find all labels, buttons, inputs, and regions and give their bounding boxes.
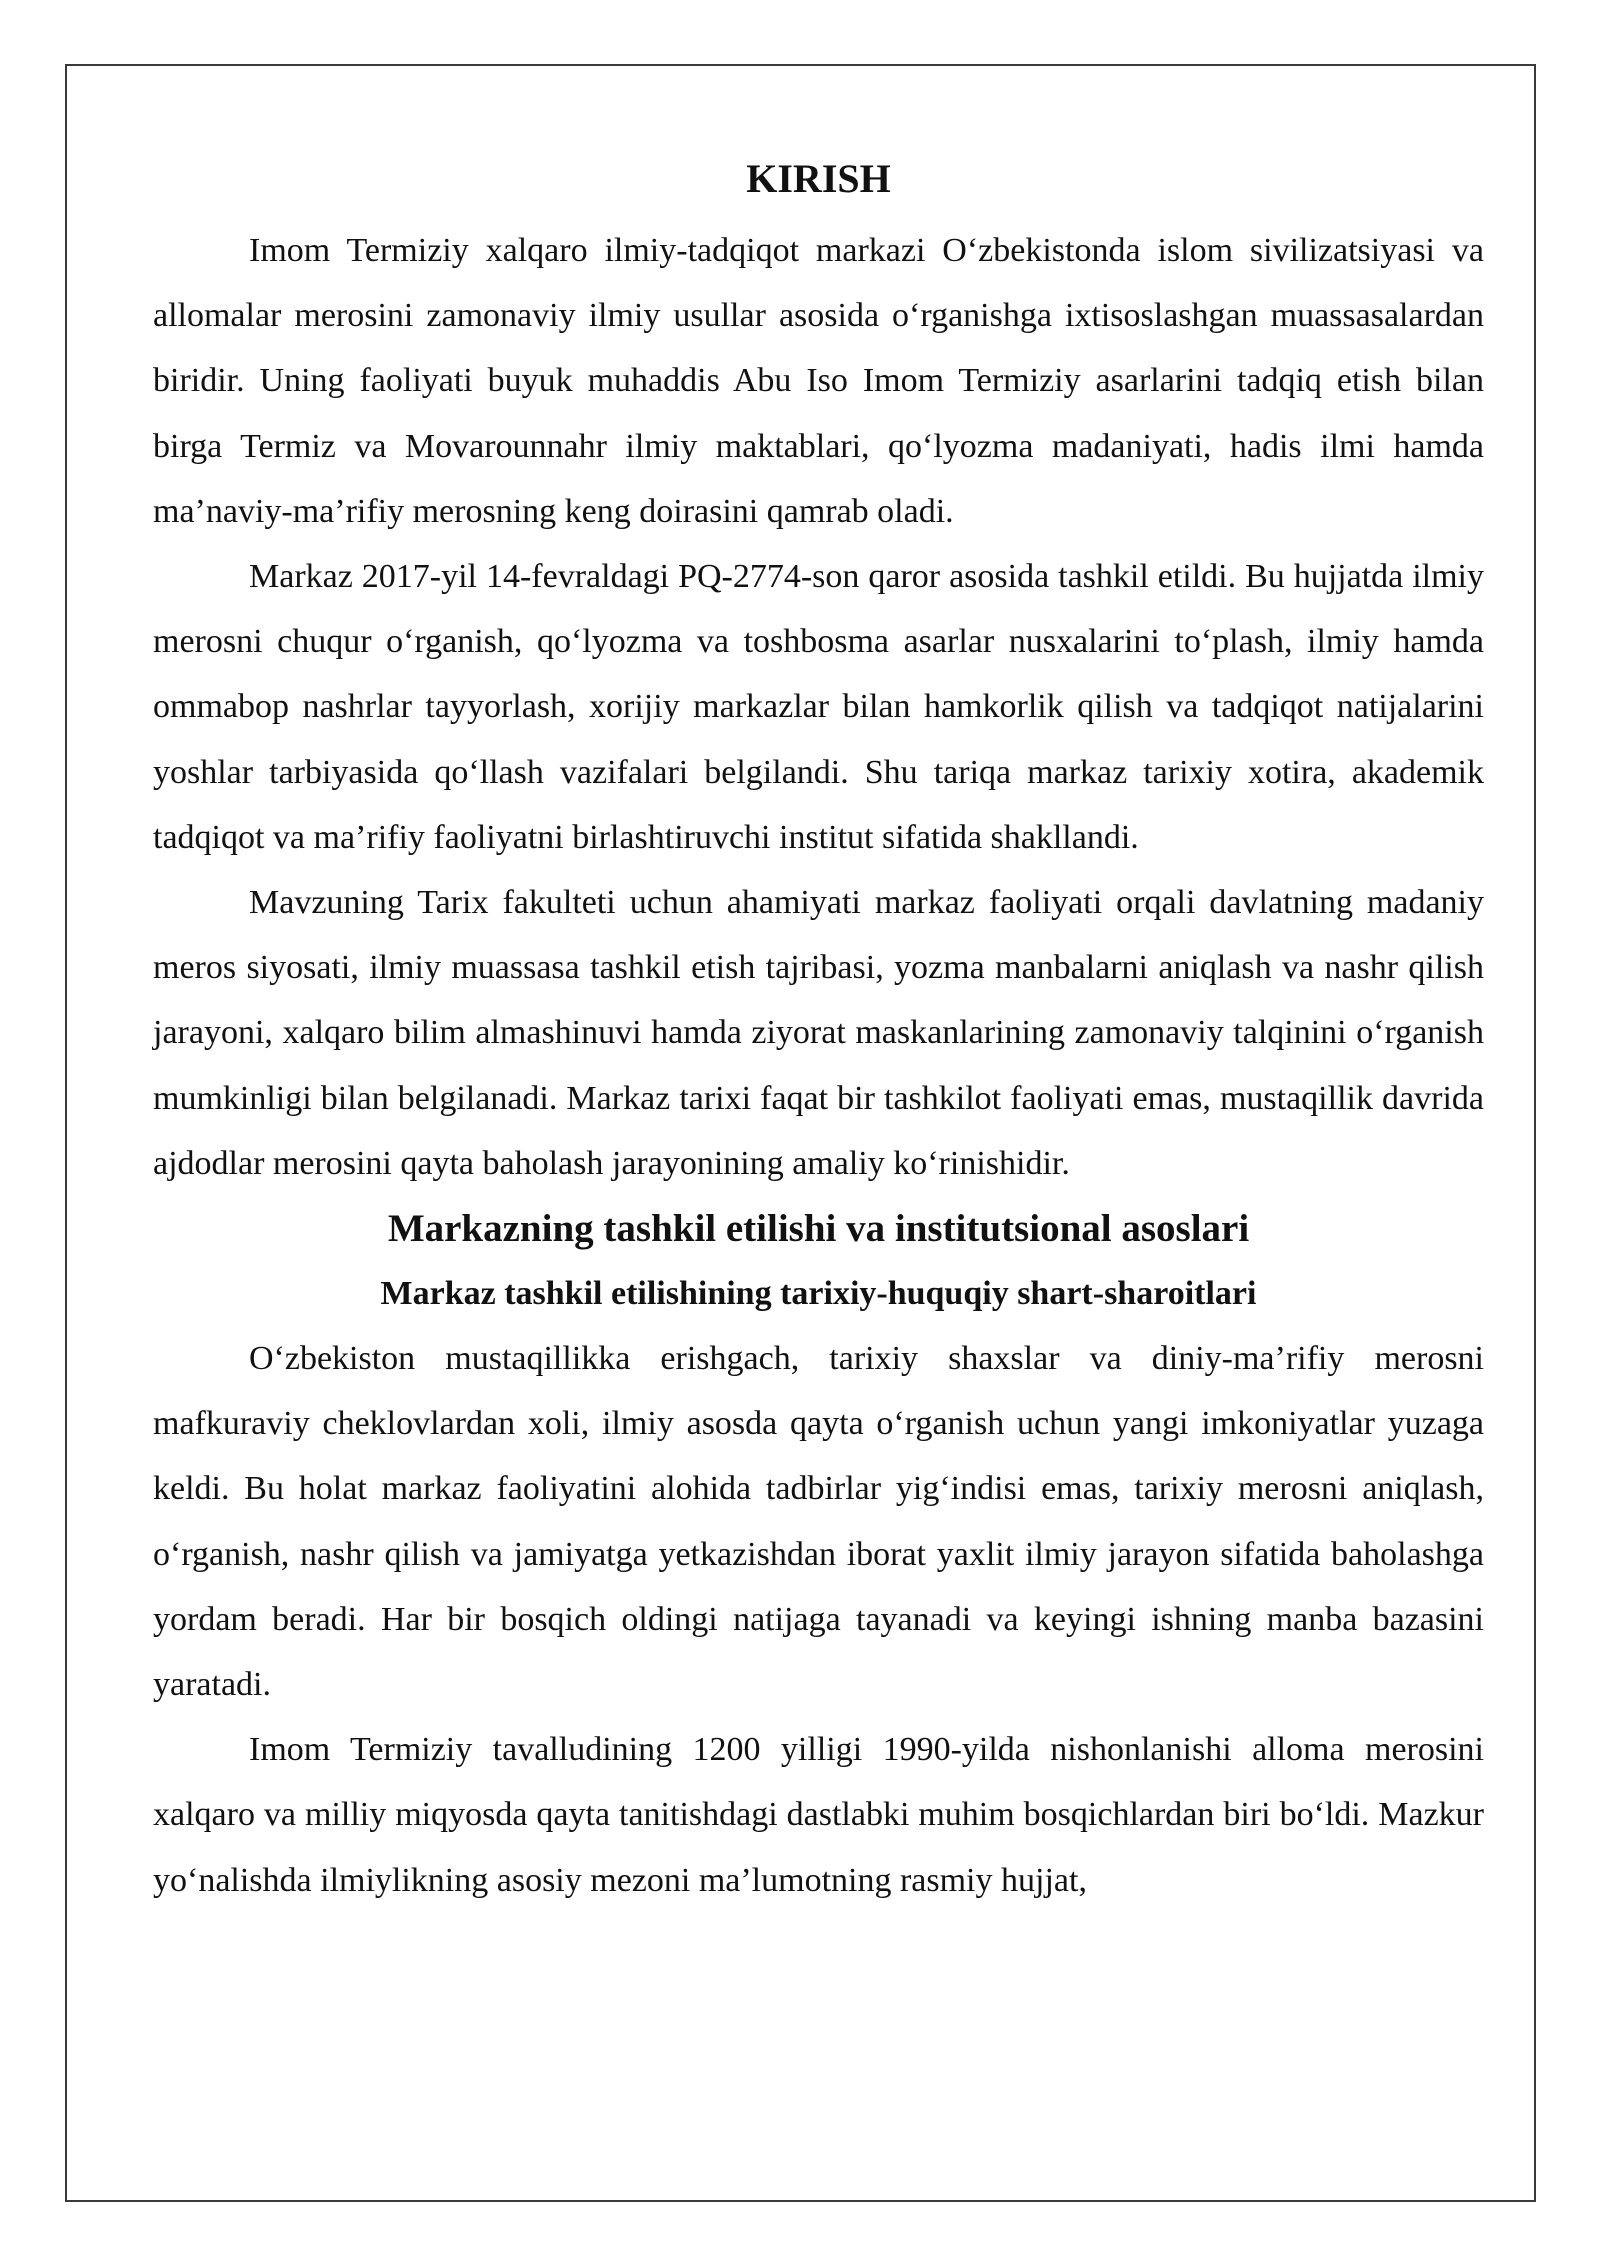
section-paragraph-2: Imom Termiziy tavalludining 1200 yilligi 1990-yilda nishonlanishi alloma merosini xalqaro va milliy miqyosda qayta tanitishdagi dastlabki muhim bosqichlardan biri bo‘ldi. Mazkur yo‘nalishda ilmiylikning asosiy mezoni ma’lumotning rasmiy hujjat, — [153, 1731, 1484, 1899]
intro-paragraph-2: Markaz 2017-yil 14-fevraldagi PQ-2774-son qaror asosida tashkil etildi. Bu hujjatda ilmiy merosni chuqur o‘rganish, qo‘lyozma va toshbosma asarlar nusxalarini to‘plash, ilmiy hamda ommabop nashrlar tayyorlash, xorijiy markazlar bilan hamkorlik qilish va tadqiqot natijalarini yoshlar tarbiyasida qo‘llash vazifalari belgilandi. Shu tariqa markaz tarixiy xotira, akademik tadqiqot va ma’rifiy faoliyatni birlashtiruvchi institut sifatida shakllandi. — [153, 558, 1484, 856]
document-title: KIRISH — [746, 156, 891, 201]
intro-paragraph-3: Mavzuning Tarix fakulteti uchun ahamiyati markaz faoliyati orqali davlatning madaniy meros siyosati, ilmiy muassasa tashkil etish tajribasi, yozma manbalarni aniqlash va nashr qilish jarayoni, xalqaro bilim almashinuvi hamda ziyorat maskanlarining zamonaviy talqinini o‘rganish mumkinligi bilan belgilanadi. Markaz tarixi faqat bir tashkilot faoliyati emas, mustaqillik davrida ajdodlar merosini qayta baholash jarayonining amaliy ko‘rinishidir. — [153, 884, 1484, 1182]
document-body — [153, 146, 1484, 1913]
intro-paragraph-1: Imom Termiziy xalqaro ilmiy-tadqiqot markazi O‘zbekistonda islom sivilizatsiyasi va allomalar merosini zamonaviy ilmiy usullar asosida o‘rganishga ixtisoslashgan muassasalardan biridir. Uning faoliyati buyuk muhaddis Abu Iso Imom Termiziy asarlarini tadqiq etish bilan birga Termiz va Movarounnahr ilmiy maktablari, qo‘lyozma madaniyati, hadis ilmi hamda ma’naviy-ma’rifiy merosning keng doirasini qamrab oladi. — [153, 232, 1484, 530]
section-heading: Markazning tashkil etilishi va institutsional asoslari — [387, 1207, 1250, 1251]
subsection-heading: Markaz tashkil etilishining tarixiy-huquqiy shart-sharoitlari — [380, 1275, 1257, 1313]
section-paragraph-1: O‘zbekiston mustaqillikka erishgach, tarixiy shaxslar va diniy-ma’rifiy merosni mafkuraviy cheklovlardan xoli, ilmiy asosda qayta o‘rganish uchun yangi imkoniyatlar yuzaga keldi. Bu holat markaz faoliyatini alohida tadbirlar yig‘indisi emas, tarixiy merosni aniqlash, o‘rganish, nashr qilish va jamiyatga yetkazishdan iborat yaxlit ilmiy jarayon sifatida baholashga yordam beradi. Har bir bosqich oldingi natijaga tayanadi va keyingi ishning manba bazasini yaratadi. — [153, 1340, 1484, 1704]
